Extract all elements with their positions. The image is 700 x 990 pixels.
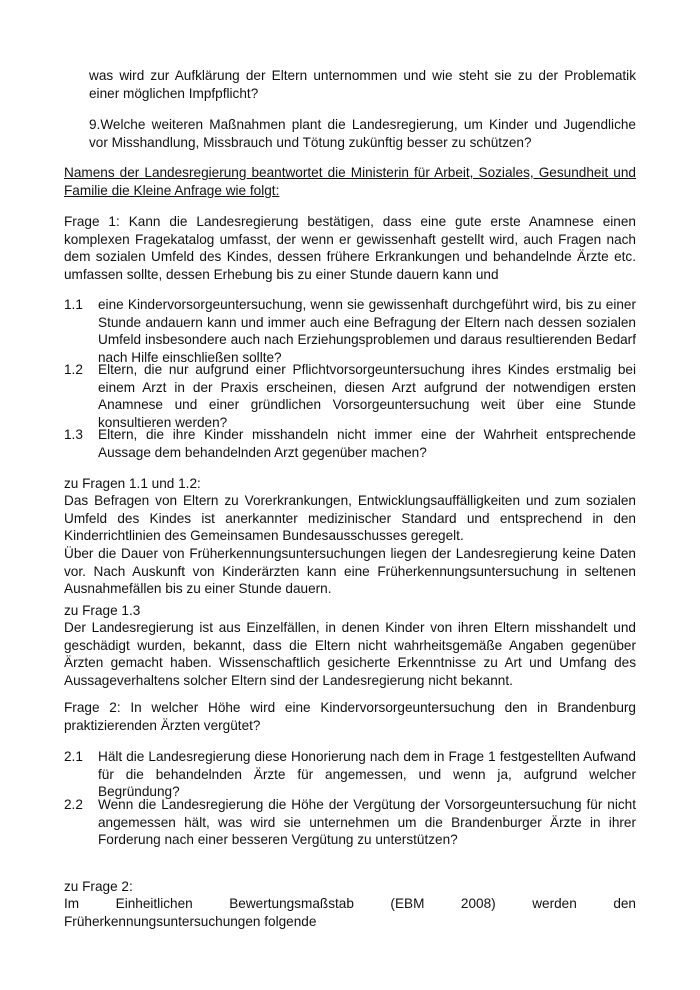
list-item-1-2 <box>64 361 636 431</box>
item-text: Hält die Landesregierung diese Honorierung nach dem in Frage 1 festgestellten Aufwand für die behandelnden Ärzte für angemessen, und wenn ja, aufgrund welcher Begründung? <box>98 749 636 800</box>
item-number: 2.2 <box>64 797 83 812</box>
item-number: 1.3 <box>64 427 83 442</box>
answer-1-1-1-2-paragraph-1: Das Befragen von Eltern zu Vorerkrankungen, Entwicklungsauffälligkeiten und zum sozialen Umfeld des Kindes ist anerkannter medizinischer Standard und entsprechend in den Kinderrichtlinien des Gemeinsamen Bundesausschusses geregelt. <box>64 493 636 544</box>
frage-1: Frage 1: Kann die Landesregierung bestätigen, dass eine gute erste Anamnese einen komplexen Fragekatalog umfasst, der wenn er gewissenhaft gestellt wird, auch Fragen nach dem sozialen Umfeld des Kindes, dessen frühere Erkrankungen und behandelnde Ärzte etc. umfassen sollte, dessen Erhebung bis zu einer Stunde dauern kann und <box>64 214 636 282</box>
answer-1-1-1-2-label: zu Fragen 1.1 und 1.2: <box>64 476 201 491</box>
list-item-1-1 <box>64 296 636 366</box>
list-item-2-2 <box>64 796 636 849</box>
item-number: 1.2 <box>64 362 83 377</box>
question-8-continuation: was wird zur Aufklärung der Eltern unternommen und wie steht sie zu der Problematik einer möglichen Impfpflicht? <box>89 68 636 101</box>
answer-1-3-label: zu Frage 1.3 <box>64 603 141 618</box>
answer-2-label: zu Frage 2: <box>64 879 133 894</box>
answer-1-1-1-2-paragraph-2: Über die Dauer von Früherkennungsuntersuchungen liegen der Landesregierung keine Daten vor. Nach Auskunft von Kinderärzten kann eine Früherkennungsuntersuchung in seltenen Ausnahmefällen bis zu einer Stunde dauern. <box>64 546 636 597</box>
list-item-2-1 <box>64 748 636 801</box>
item-text: Eltern, die nur aufgrund einer Pflichtvorsorgeuntersuchung ihres Kindes erstmalig bei einem Arzt in der Praxis erscheinen, diesen Arzt aufgrund der notwendigen ersten Anamnese und einer gründlichen Vorsorgeuntersuchung weit über eine Stunde konsultieren werden? <box>98 362 636 430</box>
question-9: 9.Welche weiteren Maßnahmen plant die Landesregierung, um Kinder und Jugendliche vor Misshandlung, Missbrauch und Tötung zukünftig besser zu schützen? <box>89 117 636 150</box>
list-item-1-3 <box>64 426 636 461</box>
frage-2: Frage 2: In welcher Höhe wird eine Kindervorsorgeuntersuchung den in Brandenburg praktizierenden Ärzten vergütet? <box>64 700 636 733</box>
answer-heading: Namens der Landesregierung beantwortet die Ministerin für Arbeit, Soziales, Gesundheit und Familie die Kleine Anfrage wie folgt: <box>64 165 636 198</box>
answer-2-text: Im Einheitlichen Bewertungsmaßstab (EBM 2008) werden den Früherkennungsuntersuchungen folgende <box>64 896 636 929</box>
answer-1-3-text: Der Landesregierung ist aus Einzelfällen, in denen Kinder von ihren Eltern misshandelt und geschädigt wurden, bekannt, dass die Eltern nicht wahrheitsgemäße Angaben gegenüber Ärzten gemacht haben. Wissenschaftlich gesicherte Erkenntnisse zu Art und Umfang des Aussageverhaltens solcher Eltern sind der Landesregierung nicht bekannt. <box>64 620 636 688</box>
item-text: Eltern, die ihre Kinder misshandeln nicht immer eine der Wahrheit entsprechende Aussage dem behandelnden Arzt gegenüber machen? <box>98 427 636 460</box>
item-text: Wenn die Landesregierung die Höhe der Vergütung der Vorsorgeuntersuchung für nicht angemessen hält, was wird sie unternehmen um die Brandenburger Ärzte in ihrer Forderung nach einer besseren Vergütung zu unterstützen? <box>98 797 636 848</box>
item-number: 1.1 <box>64 297 83 312</box>
item-number: 2.1 <box>64 749 83 764</box>
item-text: eine Kindervorsorgeuntersuchung, wenn sie gewissenhaft durchgeführt wird, bis zu einer Stunde andauern kann und immer auch eine Befragung der Eltern nach dessen sozialen Umfeld insbesondere auch nach Erziehungsproblemen und daraus resultierenden Bedarf nach Hilfe einschließen sollte? <box>98 297 636 365</box>
